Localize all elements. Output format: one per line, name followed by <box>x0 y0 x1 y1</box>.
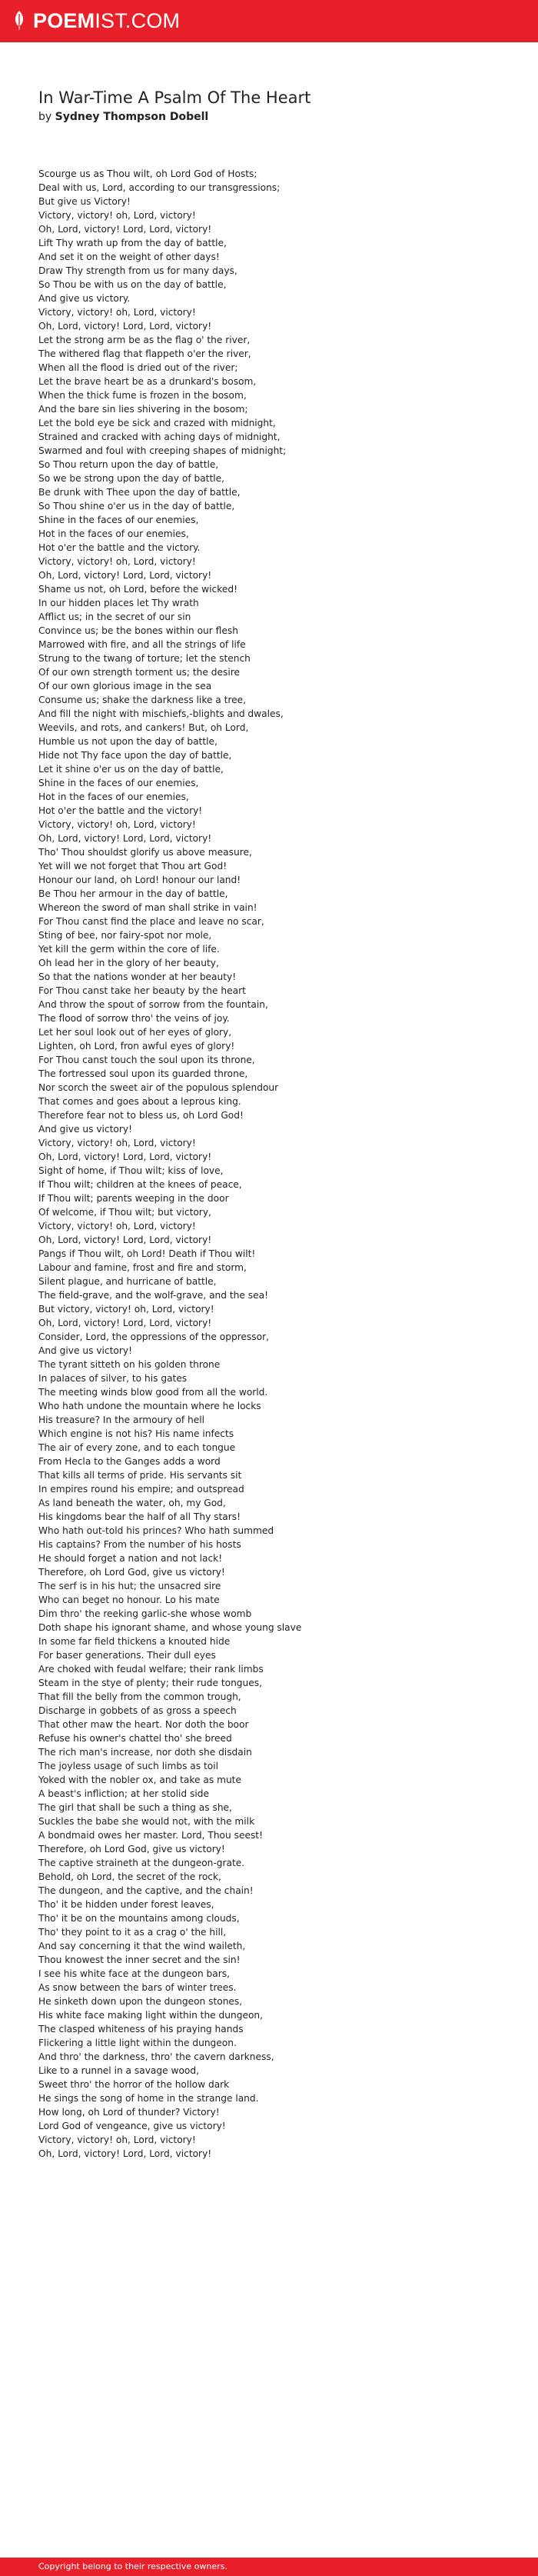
poem-line: Refuse his owner's chattel tho' she breed <box>38 1733 232 1744</box>
poem-line: So Thou shine o'er us in the day of battle, <box>38 501 235 512</box>
poem-line: Dim thro' the reeking garlic-she whose womb <box>38 1608 252 1619</box>
poem-line: Honour our land, oh Lord! honour our land! <box>38 875 241 885</box>
poem-line: For baser generations. Their dull eyes <box>38 1650 216 1661</box>
poem-line: And give us victory. <box>38 293 131 304</box>
poem-line: Victory, victory! oh, Lord, victory! <box>38 1138 196 1148</box>
poem-line: Victory, victory! oh, Lord, victory! <box>38 819 196 830</box>
poem-line: Of our own glorious image in the sea <box>38 681 212 691</box>
poem-line: Convince us; be the bones within our flesh <box>38 625 238 636</box>
poem-line: Weevils, and rots, and cankers! But, oh Lord, <box>38 722 249 733</box>
poem-line: A beast's infliction; at her stolid side <box>38 1788 209 1799</box>
poem-line: Oh, Lord, victory! Lord, Lord, victory! <box>38 570 212 581</box>
poem-line: That other maw the heart. Nor doth the boor <box>38 1719 249 1730</box>
poem-line: Oh, Lord, victory! Lord, Lord, victory! <box>38 1151 212 1162</box>
poem-line: And set it on the weight of other days! <box>38 252 220 262</box>
poem-line: When all the flood is dried out of the river; <box>38 362 238 373</box>
poem-line: Tho' Thou shouldst glorify us above measure, <box>38 847 252 858</box>
logo-bold-text: POEM <box>33 9 95 32</box>
poem-line: Oh, Lord, victory! Lord, Lord, victory! <box>38 321 212 332</box>
poem-line: His treasure? In the armoury of hell <box>38 1415 205 1425</box>
poem-line: And the bare sin lies shivering in the bosom; <box>38 404 248 415</box>
poem-line: Who can beget no honour. Lo his mate <box>38 1595 220 1605</box>
poem-line: Victory, victory! oh, Lord, victory! <box>38 210 196 221</box>
poem-line: Be drunk with Thee upon the day of battle, <box>38 487 241 498</box>
poem-line: Flickering a little light within the dungeon. <box>38 2038 237 2048</box>
poem-line: The tyrant sitteth on his golden throne <box>38 1359 221 1370</box>
poem-line: If Thou wilt; children at the knees of peace, <box>38 1179 242 1190</box>
poem-line: The withered flag that flappeth o'er the river, <box>38 348 251 359</box>
poem-line: His kingdoms bear the half of all Thy stars! <box>38 1511 241 1522</box>
poem-line: From Hecla to the Ganges adds a word <box>38 1456 221 1467</box>
poem-line: So that the nations wonder at her beauty! <box>38 971 237 982</box>
poem-line: Silent plague, and hurricane of battle, <box>38 1276 217 1287</box>
poem-line: Draw Thy strength from us for many days, <box>38 265 237 276</box>
poem-line: Of our own strength torment us; the desire <box>38 667 240 678</box>
poem-line: Shame us not, oh Lord, before the wicked! <box>38 584 237 595</box>
poem-line: Behold, oh Lord, the secret of the rock, <box>38 1871 221 1882</box>
poem-line: And throw the spout of sorrow from the fountain, <box>38 999 268 1010</box>
poem-line: And fill the night with mischiefs,-blights and dwales, <box>38 708 284 719</box>
poem-line: The girl that shall be such a thing as she, <box>38 1802 232 1813</box>
poem-line: Are choked with feudal welfare; their rank limbs <box>38 1664 264 1675</box>
poem-line: Oh, Lord, victory! Lord, Lord, victory! <box>38 224 212 235</box>
author-name: Sydney Thompson Dobell <box>55 111 209 123</box>
poem-line: A bondmaid owes her master. Lord, Thou seest! <box>38 1830 263 1841</box>
poem-line: And give us victory! <box>38 1124 132 1135</box>
site-footer <box>0 2558 538 2576</box>
poem-line: And give us victory! <box>38 1345 132 1356</box>
poem-line: Tho' it be hidden under forest leaves, <box>38 1899 214 1910</box>
poem-line: Who hath out-told his princes? Who hath summed <box>38 1525 274 1536</box>
poem-line: Hot in the faces of our enemies, <box>38 528 189 539</box>
poem-line: The meeting winds blow good from all the world. <box>38 1387 268 1398</box>
poem-line: Yet will we not forget that Thou art God! <box>38 861 227 871</box>
poem-line: Be Thou her armour in the day of battle, <box>38 888 228 899</box>
poem-line: Let her soul look out of her eyes of glory, <box>38 1027 232 1038</box>
poem-line: Let it shine o'er us on the day of battle, <box>38 764 224 775</box>
poem-line: But give us Victory! <box>38 196 131 207</box>
poem-line: The dungeon, and the captive, and the chain! <box>38 1885 254 1896</box>
byline <box>38 110 208 124</box>
poem-line: The flood of sorrow thro' the veins of joy. <box>38 1013 230 1024</box>
poem-line: Oh, Lord, victory! Lord, Lord, victory! <box>38 1318 212 1328</box>
poem-line: For Thou canst touch the soul upon its throne, <box>38 1055 255 1065</box>
poem-line: Therefore fear not to bless us, oh Lord God! <box>38 1110 244 1121</box>
poem-line: Yet kill the germ within the core of life. <box>38 944 220 955</box>
poem-line: Doth shape his ignorant shame, and whose young slave <box>38 1622 302 1633</box>
poem-line: So Thou be with us on the day of battle, <box>38 279 227 290</box>
poem-line: Which engine is not his? His name infects <box>38 1428 234 1439</box>
poem-line: Sweet thro' the horror of the hollow dark <box>38 2079 230 2090</box>
poem-line: Whereon the sword of man shall strike in vain! <box>38 902 257 913</box>
copyright-text: Copyright belong to their respective owners. <box>38 2561 227 2571</box>
poem-line: Deal with us, Lord, according to our transgressions; <box>38 182 281 193</box>
poem-line: For Thou canst find the place and leave no scar, <box>38 916 264 927</box>
poem-line: Oh, Lord, victory! Lord, Lord, victory! <box>38 2148 212 2159</box>
poem-line: Hot o'er the battle and the victory. <box>38 542 201 553</box>
poem-line: The captive straineth at the dungeon-grate. <box>38 1858 245 1868</box>
poem-line: He sinketh down upon the dungeon stones, <box>38 1996 243 2007</box>
poem-line: Hot o'er the battle and the victory! <box>38 805 203 816</box>
poem-line: Lighten, oh Lord, fron awful eyes of glory! <box>38 1041 235 1051</box>
poem-line: The clasped whiteness of his praying hands <box>38 2024 244 2034</box>
poem-title: In War-Time A Psalm Of The Heart <box>38 88 311 107</box>
poem-line: Yoked with the nobler ox, and take as mute <box>38 1775 241 1785</box>
site-logo-text <box>33 8 180 33</box>
poem-line: If Thou wilt; parents weeping in the door <box>38 1193 229 1204</box>
poem-body <box>38 167 301 2161</box>
poem-line: Strung to the twang of torture; let the stench <box>38 653 251 664</box>
poem-line: The fortressed soul upon its guarded throne, <box>38 1068 248 1079</box>
poem-line: He sings the song of home in the strange land. <box>38 2093 259 2104</box>
poem-line: The rich man's increase, nor doth she disdain <box>38 1747 252 1758</box>
poem-line: Nor scorch the sweet air of the populous splendour <box>38 1082 279 1093</box>
poem-line: The air of every zone, and to each tongue <box>38 1442 236 1453</box>
poem-line: Let the bold eye be sick and crazed with midnight, <box>38 418 276 428</box>
poem-line: I see his white face at the dungeon bars, <box>38 1968 230 1979</box>
poem-line: Consume us; shake the darkness like a tree, <box>38 695 247 705</box>
poem-line: Thou knowest the inner secret and the sin! <box>38 1954 241 1965</box>
poem-line: Tho' they point to it as a crag o' the hill, <box>38 1927 227 1938</box>
poem-line: As snow between the bars of winter trees. <box>38 1982 237 1993</box>
poem-line: Like to a runnel in a savage wood, <box>38 2065 199 2076</box>
poem-line: That comes and goes about a leprous king. <box>38 1096 241 1107</box>
poem-line: For Thou canst take her beauty by the heart <box>38 985 246 996</box>
poem-line: He should forget a nation and not lack! <box>38 1553 223 1564</box>
poem-line: In some far field thickens a knouted hide <box>38 1636 231 1647</box>
poem-line: Steam in the stye of plenty; their rude tongues, <box>38 1678 262 1688</box>
poem-line: Hide not Thy face upon the day of battle, <box>38 750 232 761</box>
poem-line: That fill the belly from the common trough, <box>38 1691 241 1702</box>
poem-line: Scourge us as Thou wilt, oh Lord God of Hosts; <box>38 168 257 179</box>
poem-line: Who hath undone the mountain where he locks <box>38 1401 261 1411</box>
poem-line: How long, oh Lord of thunder? Victory! <box>38 2107 220 2118</box>
poem-line: The serf is in his hut; the unsacred sire <box>38 1581 221 1591</box>
poem-line: His white face making light within the dungeon, <box>38 2010 264 2021</box>
poem-line: Lift Thy wrath up from the day of battle, <box>38 238 227 248</box>
poem-line: Let the brave heart be as a drunkard's bosom, <box>38 376 257 387</box>
poem-line: So Thou return upon the day of battle, <box>38 459 219 470</box>
poem-line: And say concerning it that the wind waileth, <box>38 1941 246 1951</box>
poem-line: Oh lead her in the glory of her beauty, <box>38 958 219 968</box>
quill-icon <box>12 11 26 31</box>
poem-line: Afflict us; in the secret of our sin <box>38 612 191 622</box>
poem-line: Victory, victory! oh, Lord, victory! <box>38 556 196 567</box>
poem-line: Hot in the faces of our enemies, <box>38 791 189 802</box>
poem-line: So we be strong upon the day of battle, <box>38 473 225 484</box>
poem-line: His captains? From the number of his hosts <box>38 1539 241 1550</box>
poem-line: Sight of home, if Thou wilt; kiss of love, <box>38 1165 224 1176</box>
poem-line: Lord God of vengeance, give us victory! <box>38 2121 226 2131</box>
poem-line: Tho' it be on the mountains among clouds, <box>38 1913 240 1924</box>
poem-line: Strained and cracked with aching days of midnight, <box>38 432 281 442</box>
poem-line: Victory, victory! oh, Lord, victory! <box>38 307 196 318</box>
poem-line: Humble us not upon the day of battle, <box>38 736 218 747</box>
poem-line: In palaces of silver, to his gates <box>38 1373 188 1384</box>
poem-line: Suckles the babe she would not, with the milk <box>38 1816 255 1827</box>
site-header <box>0 0 538 42</box>
poem-line: Therefore, oh Lord God, give us victory! <box>38 1844 225 1855</box>
poem-line: Consider, Lord, the oppressions of the oppressor, <box>38 1331 269 1342</box>
poem-line: Of welcome, if Thou wilt; but victory, <box>38 1207 211 1218</box>
poem-line: Sting of bee, nor fairy-spot nor mole, <box>38 930 212 941</box>
poem-line: Pangs if Thou wilt, oh Lord! Death if Thou wilt! <box>38 1248 256 1259</box>
poem-line: As land beneath the water, oh, my God, <box>38 1498 226 1508</box>
poem-line: The field-grave, and the wolf-grave, and the sea! <box>38 1290 268 1301</box>
site-logo-link[interactable] <box>12 8 180 33</box>
poem-line: That kills all terms of pride. His servants sit <box>38 1470 242 1481</box>
logo-light-text: IST.COM <box>95 9 181 32</box>
poem-line: In empires round his empire; and outspread <box>38 1484 244 1495</box>
poem-line: The joyless usage of such limbs as toil <box>38 1761 219 1771</box>
poem-line: Marrowed with fire, and all the strings of life <box>38 639 246 650</box>
poem-line: Therefore, oh Lord God, give us victory! <box>38 1567 225 1578</box>
poem-line: In our hidden places let Thy wrath <box>38 598 199 608</box>
poem-line: Shine in the faces of our enemies, <box>38 515 199 525</box>
byline-label: by <box>38 111 55 123</box>
poem-line: Victory, victory! oh, Lord, victory! <box>38 1221 196 1231</box>
poem-line: Oh, Lord, victory! Lord, Lord, victory! <box>38 1235 212 1245</box>
poem-line: Labour and famine, frost and fire and storm, <box>38 1262 247 1273</box>
poem-line: Oh, Lord, victory! Lord, Lord, victory! <box>38 833 212 844</box>
poem-line: Discharge in gobbets of as gross a speech <box>38 1705 237 1716</box>
poem-line: And thro' the darkness, thro' the cavern darkness, <box>38 2051 274 2062</box>
poem-line: But victory, victory! oh, Lord, victory! <box>38 1304 214 1315</box>
poem-line: When the thick fume is frozen in the bosom, <box>38 390 247 401</box>
poem-line: Victory, victory! oh, Lord, victory! <box>38 2134 196 2145</box>
poem-line: Swarmed and foul with creeping shapes of midnight; <box>38 445 287 456</box>
poem-line: Shine in the faces of our enemies, <box>38 778 199 788</box>
poem-line: Let the strong arm be as the flag o' the river, <box>38 335 251 345</box>
